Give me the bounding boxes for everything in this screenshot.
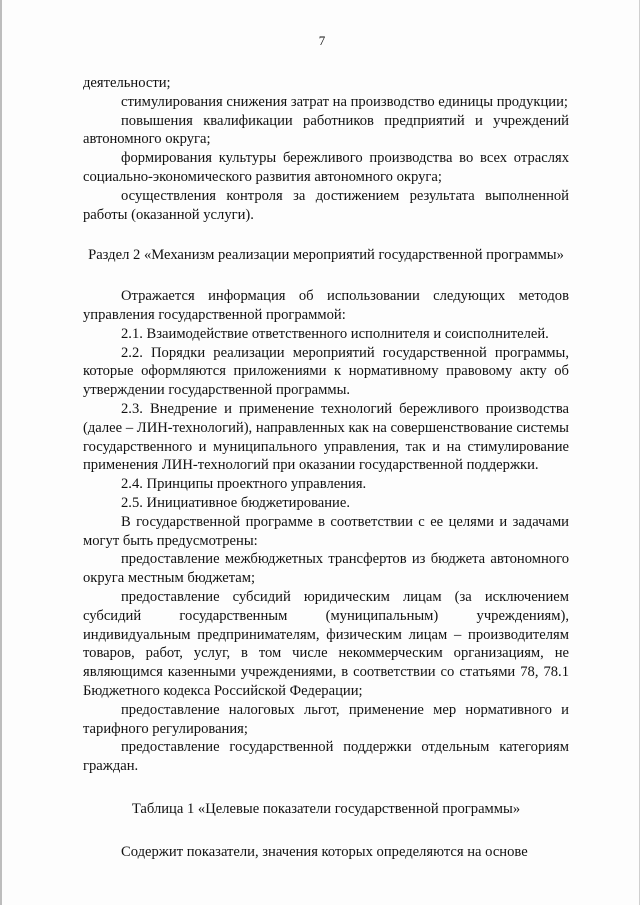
paragraph: 2.2. Порядки реализации мероприятий государственной программы, которые оформляются приложениями к нормативному правовому акту об утверждении государственной программы. bbox=[83, 344, 569, 399]
paragraph: стимулирования снижения затрат на производство единицы продукции; bbox=[121, 93, 568, 110]
paragraph-group-3 bbox=[83, 843, 569, 862]
paragraph: осуществления контроля за достижением результата выполненной работы (оказанной услуги). bbox=[83, 187, 569, 223]
paragraph: Содержит показатели, значения которых определяются на основе bbox=[121, 843, 528, 860]
paragraph-group-2 bbox=[83, 287, 569, 776]
paragraph: Отражается информация об использовании следующих методов управления государственной программой: bbox=[83, 288, 569, 323]
paragraph: 2.3. Внедрение и применение технологий бережливого производства (далее – ЛИН-технологий), направленных как на совершенствование системы государственного и муниципального управления, так и на стимулирование применения ЛИН-технологий при оказании государственной поддержки. bbox=[83, 400, 569, 474]
paragraph: В государственной программе в соответствии с ее целями и задачами могут быть предусмотрены: bbox=[83, 513, 569, 549]
paragraph: предоставление субсидий юридическим лицам (за исключением субсидий государственным (муниципальным) учреждениям), индивидуальным предпринимателям, физическим лицам – производителям товаров, работ, услуг, в том числе некоммерческим организациям, не являющимся казенными учреждениями, в соответствии со статьями 78, 78.1 Бюджетного кодекса Российской Федерации; bbox=[83, 588, 569, 699]
paragraph: предоставление налоговых льгот, применение мер нормативного и тарифного регулирования; bbox=[83, 701, 569, 737]
paragraph: 2.4. Принципы проектного управления. bbox=[121, 476, 367, 493]
paragraph: 2.5. Инициативное бюджетирование. bbox=[121, 494, 350, 511]
paragraph: повышения квалификации работников предприятий и учреждений автономного округа; bbox=[83, 112, 569, 148]
page-number: 7 bbox=[318, 33, 326, 48]
paragraph: предоставление государственной поддержки отдельным категориям граждан. bbox=[83, 739, 569, 775]
paragraph: деятельности; bbox=[83, 75, 171, 91]
paragraph: формирования культуры бережливого производства во всех отраслях социально-экономического развития автономного округа; bbox=[83, 150, 569, 185]
page-content bbox=[83, 74, 569, 861]
paragraph-group-1 bbox=[83, 74, 569, 224]
paragraph: предоставление межбюджетных трансфертов из бюджета автономного округа местным бюджетам; bbox=[83, 551, 569, 587]
table-title: Таблица 1 «Целевые показатели государственной программы» bbox=[131, 800, 521, 817]
section-heading: Раздел 2 «Механизм реализации мероприятий государственной программы» bbox=[88, 247, 564, 264]
paragraph: 2.1. Взаимодействие ответственного исполнителя и соисполнителей. bbox=[121, 325, 549, 342]
